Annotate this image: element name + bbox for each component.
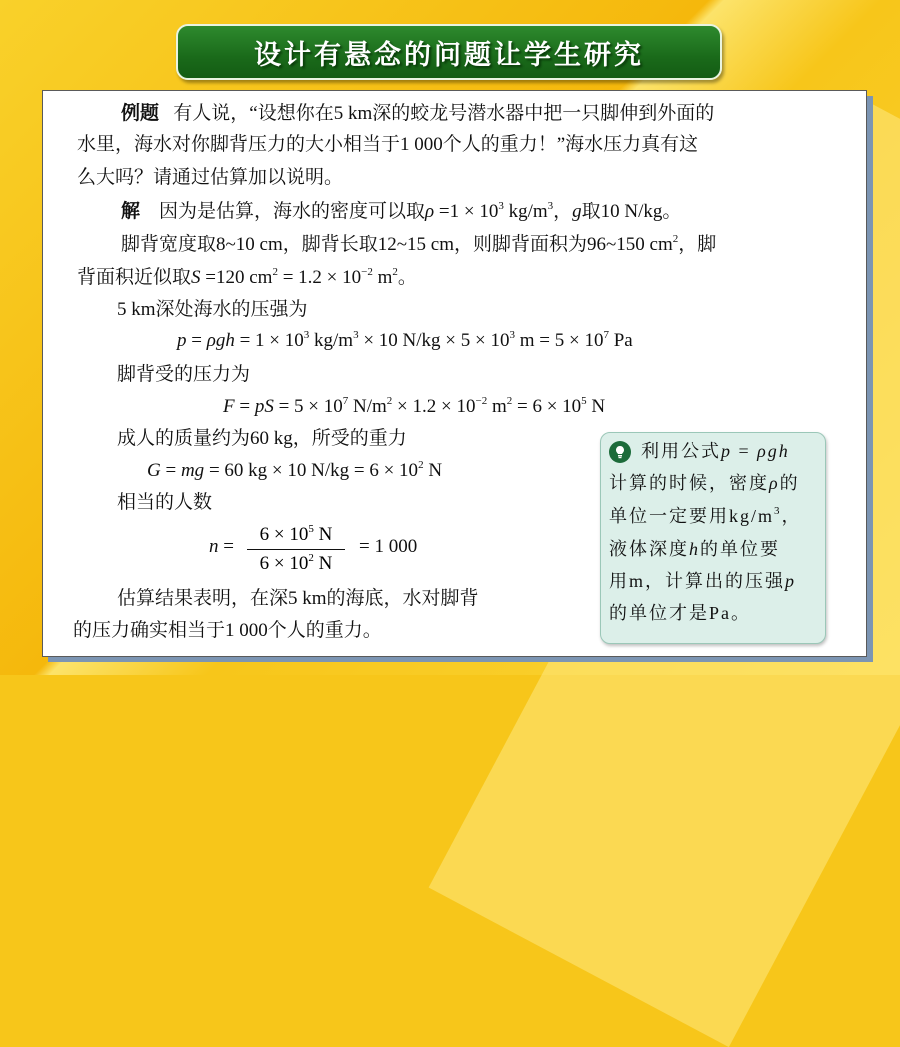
slide-title: 设计有悬念的问题让学生研究 [254,39,644,71]
problem-label: 例题 [121,102,160,124]
mg-symbol: mg [180,460,205,481]
text: ， [781,506,802,526]
tip-line-2 [609,471,800,495]
text: N [423,460,443,481]
text: 单位一定要用kg/m [609,506,775,526]
solution-line-4: 5 km深处海水的压强为 [117,299,308,320]
problem-line-2: 水里，海水对你脚背压力的大小相当于1 000个人的重力！”海水压力真有这 [77,134,699,155]
solution-line-2 [121,233,716,257]
solution-label: 解 [121,200,141,222]
exponent: 3 [547,200,554,212]
text: 的 [779,473,800,493]
text: 。 [397,267,417,288]
text: = [732,441,758,461]
p-symbol: p [785,571,797,591]
n-symbol: n [209,536,219,557]
text: kg/m [309,330,354,351]
G-symbol: G [147,460,161,481]
rho-symbol: ρ [425,201,435,222]
tip-line-6: 的单位才是Pa。 [609,603,751,623]
text: 液体深度 [609,539,689,559]
text: = [218,536,234,557]
solution-line-5: 脚背受的压力为 [117,364,251,385]
text: 背面积近似取 [77,267,192,288]
h-symbol: h [689,539,700,559]
solution-line-3 [77,266,417,290]
text: N/m [348,396,387,417]
text: m [487,396,507,417]
equation-pressure [177,329,633,353]
exponent: 2 [308,552,314,564]
exponent: 3 [498,200,504,212]
solution-line-6: 成人的质量约为60 kg，所受的重力 [117,428,407,449]
exponent: 2 [418,459,424,471]
solution-line-7: 相当的人数 [117,492,213,513]
title-banner [176,24,722,80]
text: 取10 N/kg。 [581,201,682,222]
text: 6 × 10 [259,553,309,574]
tip-line-1 [641,439,790,463]
exponent: 3 [774,505,782,517]
problem-line-1 [121,101,714,126]
text: m = 5 × 10 [515,330,604,351]
exponent: 3 [509,329,515,341]
text: = [186,330,207,351]
tip-line-4 [609,537,780,561]
conclusion-line-2: 的压力确实相当于1 000个人的重力。 [73,620,382,641]
text: × 1.2 × 10 [392,396,476,417]
rho-g-h: ρgh [206,330,235,351]
exponent: 2 [272,266,278,278]
fraction-numerator [247,523,345,550]
p-symbol: p [177,330,187,351]
rho-symbol: ρ [769,473,780,493]
exponent: 2 [506,395,513,407]
text: 计算的时候，密度 [609,473,769,493]
text: 用m，计算出的压强 [609,571,786,591]
text: ，脚 [678,234,717,255]
exponent: 7 [342,395,349,407]
text: N [586,396,606,417]
problem-text-1: 有人说，“设想你在5 km深的蛟龙号潜水器中把一只脚伸到外面的 [173,103,715,124]
text: = 6 × 10 [512,396,582,417]
S-symbol: S [191,267,201,288]
exponent: 2 [672,233,679,245]
fraction-denominator [247,550,345,576]
exponent: −2 [475,395,488,407]
p-symbol: p [721,441,732,461]
text: = [160,460,181,481]
text: N [313,553,333,574]
exponent: 5 [581,395,587,407]
text: = 1 × 10 [234,330,304,351]
equation-force [223,395,605,419]
text: m [372,267,393,288]
problem-line-3: 么大吗？请通过估算加以说明。 [77,167,344,188]
g-symbol: g [572,201,582,222]
pS-symbol: pS [254,396,274,417]
tip-callout [600,432,826,644]
exponent: −2 [361,266,373,278]
conclusion-line-1: 估算结果表明，在深5 km的海底，水对脚背 [117,588,479,609]
exponent: 3 [303,329,310,341]
exponent: 2 [392,266,398,278]
equation-n-lhs [209,535,234,559]
fraction [247,523,345,576]
text: kg/m [503,201,548,222]
text: = 60 kg × 10 N/kg = 6 × 10 [204,460,419,481]
lightbulb-icon [609,441,631,463]
text: =120 cm [200,267,273,288]
F-symbol: F [223,396,235,417]
text: ， [553,201,573,222]
text: 的单位要 [700,539,780,559]
solution-line-1 [121,199,681,224]
text: = [234,396,255,417]
text: 利用公式 [641,441,721,461]
text: 6 × 10 [259,524,309,545]
text: = 5 × 10 [273,396,343,417]
exponent: 5 [308,523,314,535]
text: =1 × 10 [434,201,499,222]
text: = 1.2 × 10 [277,267,362,288]
exponent: 3 [353,329,359,341]
equation-weight [147,459,442,483]
text: 因为是估算，海水的密度可以取 [159,201,426,222]
exponent: 7 [603,329,609,341]
tip-line-3 [609,504,802,528]
rho-g-h: ρgh [757,441,790,461]
equation-n-rhs: = 1 000 [359,536,418,557]
text: 脚背宽度取8~10 cm，脚背长取12~15 cm，则脚背面积为96~150 cm [121,234,673,255]
text: N [313,524,333,545]
tip-line-5 [609,569,796,593]
text: × 10 N/kg × 5 × 10 [358,330,510,351]
exponent: 2 [386,395,393,407]
text: Pa [608,330,633,351]
